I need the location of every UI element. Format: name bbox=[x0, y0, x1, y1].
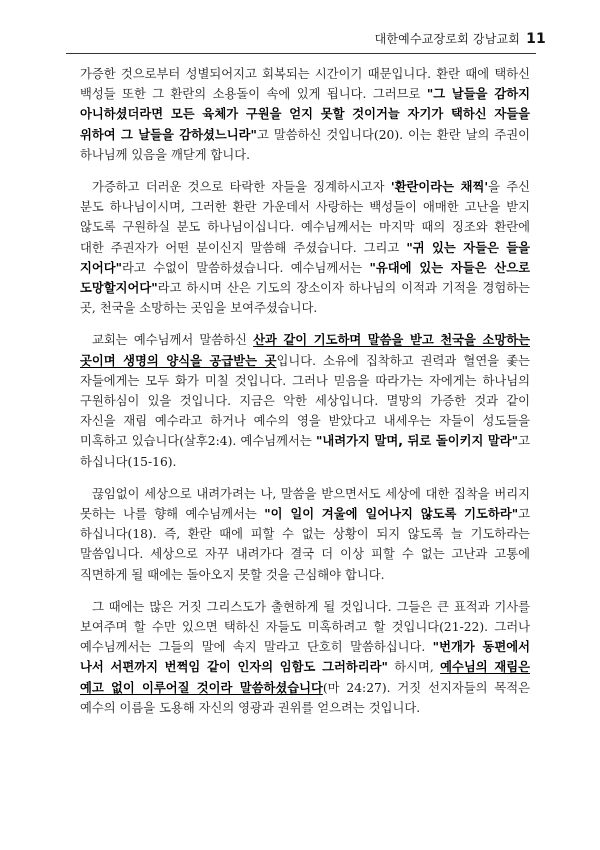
scripture-quote: "귀 있는 자들은 들을 지어다" bbox=[80, 240, 531, 275]
church-name: 대한예수교장로회 강남교회 bbox=[374, 32, 521, 46]
header-divider bbox=[66, 53, 536, 54]
text-run: 을 주신 분도 하나님이시며, 그러한 환란 가운데서 사랑하는 백성들이 애매한 고난을 받지 않도록 구원하실 분도 하나님이십니다. 예수님께서는 마지막 때의 징조와 환란에 대한 주권자가 어떤 분이신지 말씀해 주셨습니다. 그리고 bbox=[80, 180, 531, 255]
text-run: 가증한 것으로부터 성별되어지고 회복되는 시간이기 때문입니다. 환란 때에 택하신 백성들 또한 그 환란의 소용돌이 속에 있게 됩니다. 그러므로 bbox=[80, 67, 530, 102]
paragraph-2 bbox=[80, 177, 530, 318]
text-run: 가증하고 더러운 것으로 타락한 자들을 징계하시고자 bbox=[92, 180, 391, 195]
text-run: 그 때에는 많은 거짓 그리스도가 출현하게 될 것입니다. 그들은 큰 표적과 기사를 보여주며 할 수만 있으면 택하신 자들도 미혹하려고 할 것입니다(21-22). 그러나 예수님께서는 그들의 말에 속지 말라고 단호히 말씀하십니다. bbox=[80, 599, 530, 655]
body-text bbox=[80, 64, 530, 730]
scripture-quote: "이 일이 겨울에 일어나지 않도록 기도하라" bbox=[264, 507, 519, 522]
paragraph-1 bbox=[80, 64, 530, 165]
underlined-phrase: 산과 같이 기도하며 말씀을 받고 천국을 소망하는 곳이며 생명의 양식을 공급받는 곳 bbox=[80, 332, 530, 368]
page-header bbox=[375, 30, 546, 47]
text-run: 입니다. 소유에 집착하고 권력과 혈연을 좇는 자들에게는 모두 화가 미칠 것입니다. 그러나 믿음을 따라가는 자에게는 하나님의 구원하심이 있을 것입니다. 지금은 악한 세상입니다. 멸망의 가증한 것과 같이 자신을 재림 예수라고 하거나 예수의 영을 받았다고 내세우는 자들이 성도들을 미혹하고 있습니다(살후2:4). 예수님께서는 bbox=[80, 353, 530, 449]
text-run: 하시며, bbox=[387, 660, 441, 675]
paragraph-5 bbox=[80, 597, 530, 718]
text-run: 끊임없이 세상으로 내려가려는 나, 말씀을 받으면서도 세상에 대한 집착을 버리지 못하는 나를 향해 예수님께서는 bbox=[80, 486, 530, 522]
scripture-quote: "유대에 있는 자들은 산으로 도망할지어다" bbox=[80, 260, 530, 296]
text-run: 라고 수없이 말씀하셨습니다. 예수님께서는 bbox=[122, 260, 370, 275]
emphasis-phrase: '환란이라는 채찍' bbox=[390, 180, 489, 195]
text-run: 교회는 예수님께서 말씀하신 bbox=[92, 333, 254, 348]
scripture-quote: "그 날들을 감하지 아니하셨더라면 모든 육체가 구원을 얻지 못할 것이거늘 자기가 택하신 자들을 위하여 그 날들을 감하셨느니라" bbox=[80, 87, 530, 142]
page-number: 11 bbox=[526, 31, 546, 47]
text-run: (마 24:27). 거짓 선지자들의 목적은 예수의 이름을 도용해 자신의 영광과 권위를 얻으려는 것입니다. bbox=[80, 680, 530, 715]
paragraph-3 bbox=[80, 330, 530, 471]
paragraph-4 bbox=[80, 484, 530, 585]
text-run: 고 하십니다(15-16). bbox=[80, 434, 530, 469]
scripture-quote: "번개가 동편에서 나서 서편까지 번쩍임 같이 인자의 임함도 그러하리라" bbox=[80, 640, 530, 675]
text-run: 라고 하시며 산은 기도의 장소이자 하나님의 이적과 기적을 경험하는 곳, 천국을 소망하는 곳임을 보여주셨습니다. bbox=[80, 281, 530, 316]
scripture-quote: "내려가지 말며, 뒤로 돌이키지 말라" bbox=[315, 434, 519, 449]
text-run: 고 말씀하신 것입니다(20). 이는 환란 날의 주권이 하나님께 있음을 깨닫게 합니다. bbox=[80, 127, 530, 162]
underlined-phrase: 예수님의 재림은 예고 없이 이루어질 것이라 말씀하셨습니다 bbox=[80, 659, 530, 695]
text-run: 고 하십니다(18). 즉, 환란 때에 피할 수 없는 상황이 되지 않도록 늘 기도하라는 말씀입니다. 세상으로 자꾸 내려가다 결국 더 이상 피할 수 없는 고난과 고통에 직면하게 될 때에는 돌아오지 못할 것을 근심해야 합니다. bbox=[80, 507, 530, 582]
